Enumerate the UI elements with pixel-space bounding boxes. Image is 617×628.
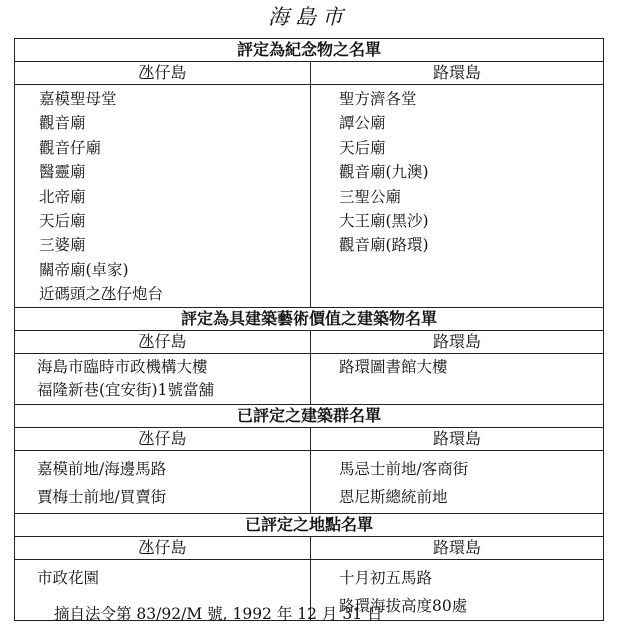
list-item: 市政花園	[37, 569, 100, 587]
column-header-taipa: 氹仔島	[15, 537, 311, 560]
left-item-list	[15, 85, 310, 307]
list-item: 關帝廟(卓家)	[39, 260, 129, 279]
list-item: 嘉模前地/海邊馬路	[37, 460, 167, 478]
coloane-cell	[311, 354, 604, 405]
coloane-cell	[311, 85, 604, 308]
list-item: 大王廟(黑沙)	[339, 212, 429, 231]
list-item: 譚公廟	[339, 114, 386, 133]
list-item: 觀音廟(九澳)	[339, 163, 429, 182]
list-item: 三聖公廟	[339, 187, 402, 206]
left-item-list	[15, 451, 310, 511]
list-item: 路環海拔高度80處	[339, 597, 468, 615]
section-heading: 已評定之建築群名單	[15, 405, 604, 428]
list-item: 觀音仔廟	[39, 138, 102, 157]
page-title: 海島市	[268, 5, 349, 29]
section-heading: 評定為紀念物之名單	[15, 39, 604, 62]
list-item: 嘉模聖母堂	[39, 90, 117, 108]
source-citation: 摘自法令第 83/92/M 號, 1992 年 12 月 31 日	[54, 605, 383, 623]
column-header-coloane: 路環島	[311, 331, 604, 354]
list-item: 北帝廟	[39, 187, 86, 206]
column-header-coloane: 路環島	[311, 537, 604, 560]
list-item: 福隆新巷(宜安街)1號當舖	[37, 381, 214, 399]
column-header-taipa: 氹仔島	[15, 331, 311, 354]
list-item: 近碼頭之氹仔炮台	[39, 285, 164, 304]
right-item-list	[311, 451, 603, 511]
left-item-list	[15, 560, 310, 592]
coloane-cell	[311, 451, 604, 514]
section-heading: 評定為具建築藝術價值之建築物名單	[15, 308, 604, 331]
list-item: 觀音廟	[39, 114, 86, 133]
list-item: 天后廟	[339, 138, 386, 157]
section-heading: 已評定之地點名單	[15, 514, 604, 537]
taipa-cell	[15, 85, 311, 308]
list-item: 馬忌士前地/客商街	[339, 460, 469, 478]
list-item: 醫靈廟	[39, 163, 86, 182]
right-item-list	[311, 354, 603, 379]
list-item: 恩尼斯總統前地	[339, 488, 448, 506]
list-item: 聖方濟各堂	[339, 90, 417, 108]
right-item-list	[311, 85, 603, 258]
left-item-list	[15, 354, 310, 402]
list-item: 三婆廟	[39, 236, 86, 255]
heritage-list-table	[14, 38, 604, 621]
list-item: 賈梅士前地/買賣街	[37, 488, 167, 506]
list-item: 海島市臨時市政機構大樓	[37, 358, 208, 376]
list-item: 路環圖書館大樓	[339, 358, 448, 376]
list-item: 觀音廟(路環)	[339, 236, 429, 255]
list-item: 十月初五馬路	[339, 569, 433, 587]
taipa-cell	[15, 451, 311, 514]
list-item: 天后廟	[39, 212, 86, 231]
column-header-taipa: 氹仔島	[15, 428, 311, 451]
column-header-coloane: 路環島	[311, 428, 604, 451]
taipa-cell	[15, 354, 311, 405]
column-header-coloane: 路環島	[311, 62, 604, 85]
column-header-taipa: 氹仔島	[15, 62, 311, 85]
